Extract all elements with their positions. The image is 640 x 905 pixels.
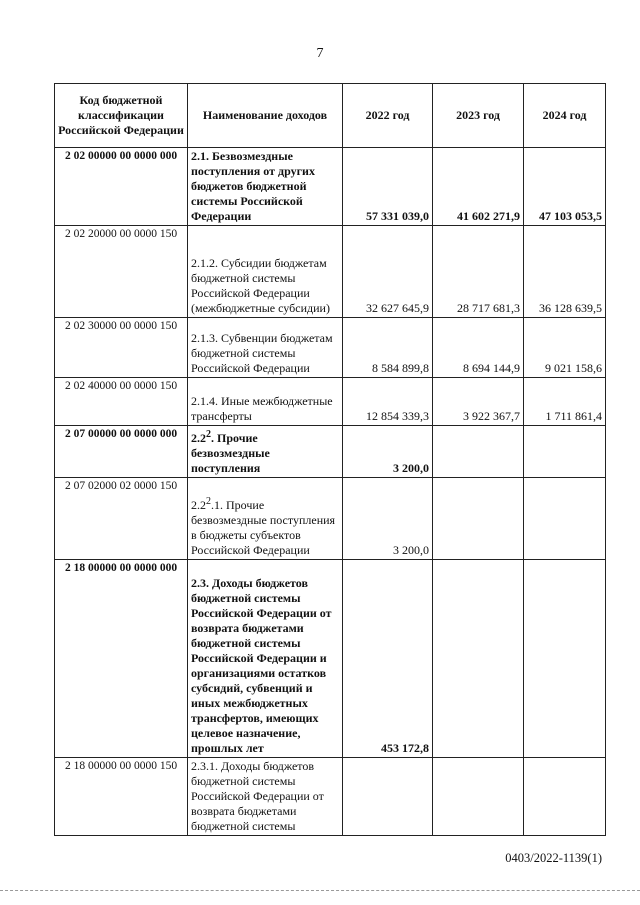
row-value-2022: 8 584 899,8 — [343, 318, 433, 378]
row-name — [188, 426, 343, 478]
row-code: 2 02 30000 00 0000 150 — [55, 318, 188, 378]
row-value-2024 — [524, 426, 606, 478]
row-name: 2.3.1. Доходы бюджетов бюджетной системы Российской Федерации от возврата бюджетами бюджетной системы — [188, 758, 343, 836]
row-value-2024: 36 128 639,5 — [524, 226, 606, 318]
row-value-2024 — [524, 478, 606, 560]
document-id: 0403/2022-1139(1) — [505, 851, 602, 865]
row-value-2024: 47 103 053,5 — [524, 148, 606, 226]
bottom-divider — [0, 890, 640, 892]
table-row — [55, 378, 606, 426]
row-value-2022: 32 627 645,9 — [343, 226, 433, 318]
table-header-row — [55, 84, 606, 148]
row-name: 2.1.2. Субсидии бюджетам бюджетной системы Российской Федерации (межбюджетные субсидии) — [188, 226, 343, 318]
row-name-rest: .1. Прочие безвозмездные поступления в бюджеты субъектов Российской Федерации — [191, 498, 336, 557]
row-value-2023 — [433, 478, 524, 560]
table-row — [55, 226, 606, 318]
row-code: 2 02 40000 00 0000 150 — [55, 378, 188, 426]
row-code: 2 07 02000 02 0000 150 — [55, 478, 188, 560]
row-value-2024: 9 021 158,6 — [524, 318, 606, 378]
row-name: 2.1. Безвозмездные поступления от других бюджетов бюджетной системы Российской Федерации — [188, 148, 343, 226]
row-code: 2 18 00000 00 0000 150 — [55, 758, 188, 836]
row-value-2022: 3 200,0 — [343, 426, 433, 478]
row-value-2023: 8 694 144,9 — [433, 318, 524, 378]
row-value-2023 — [433, 758, 524, 836]
row-value-2023 — [433, 560, 524, 758]
header-2024: 2024 год — [524, 84, 606, 148]
header-2022: 2022 год — [343, 84, 433, 148]
revenue-table — [54, 83, 606, 836]
row-value-2024 — [524, 560, 606, 758]
row-name — [188, 478, 343, 560]
row-code: 2 18 00000 00 0000 000 — [55, 560, 188, 758]
table-row — [55, 560, 606, 758]
row-name: 2.3. Доходы бюджетов бюджетной системы Российской Федерации от возврата бюджетами бюджетной системы Российской Федерации и организациями остатков субсидий, субвенций и иных межбюджетных трансфертов, имеющих целевое назначение, прошлых лет — [188, 560, 343, 758]
row-name-rest: . Прочие безвозмездные поступления — [191, 431, 270, 475]
row-name-prefix: 2.2 — [191, 498, 206, 512]
row-value-2023: 28 717 681,3 — [433, 226, 524, 318]
row-value-2023: 3 922 367,7 — [433, 378, 524, 426]
table-row — [55, 148, 606, 226]
row-code: 2 02 20000 00 0000 150 — [55, 226, 188, 318]
row-value-2022: 12 854 339,3 — [343, 378, 433, 426]
header-code: Код бюджетной классификации Российской Федерации — [55, 84, 188, 148]
row-code: 2 02 00000 00 0000 000 — [55, 148, 188, 226]
table-row — [55, 758, 606, 836]
row-value-2022: 57 331 039,0 — [343, 148, 433, 226]
page-number: 7 — [316, 46, 324, 61]
row-name-superscript: 2 — [206, 429, 211, 440]
table-row — [55, 318, 606, 378]
row-name: 2.1.4. Иные межбюджетные трансферты — [188, 378, 343, 426]
table-row — [55, 426, 606, 478]
row-value-2022: 453 172,8 — [343, 560, 433, 758]
row-value-2023 — [433, 426, 524, 478]
row-name-superscript: 2 — [206, 496, 211, 507]
row-value-2022: 3 200,0 — [343, 478, 433, 560]
row-name: 2.1.3. Субвенции бюджетам бюджетной системы Российской Федерации — [188, 318, 343, 378]
row-name-prefix: 2.2 — [191, 431, 206, 445]
header-2023: 2023 год — [433, 84, 524, 148]
row-value-2024: 1 711 861,4 — [524, 378, 606, 426]
row-value-2022 — [343, 758, 433, 836]
row-value-2023: 41 602 271,9 — [433, 148, 524, 226]
header-name: Наименование доходов — [188, 84, 343, 148]
row-code: 2 07 00000 00 0000 000 — [55, 426, 188, 478]
row-value-2024 — [524, 758, 606, 836]
table-row — [55, 478, 606, 560]
